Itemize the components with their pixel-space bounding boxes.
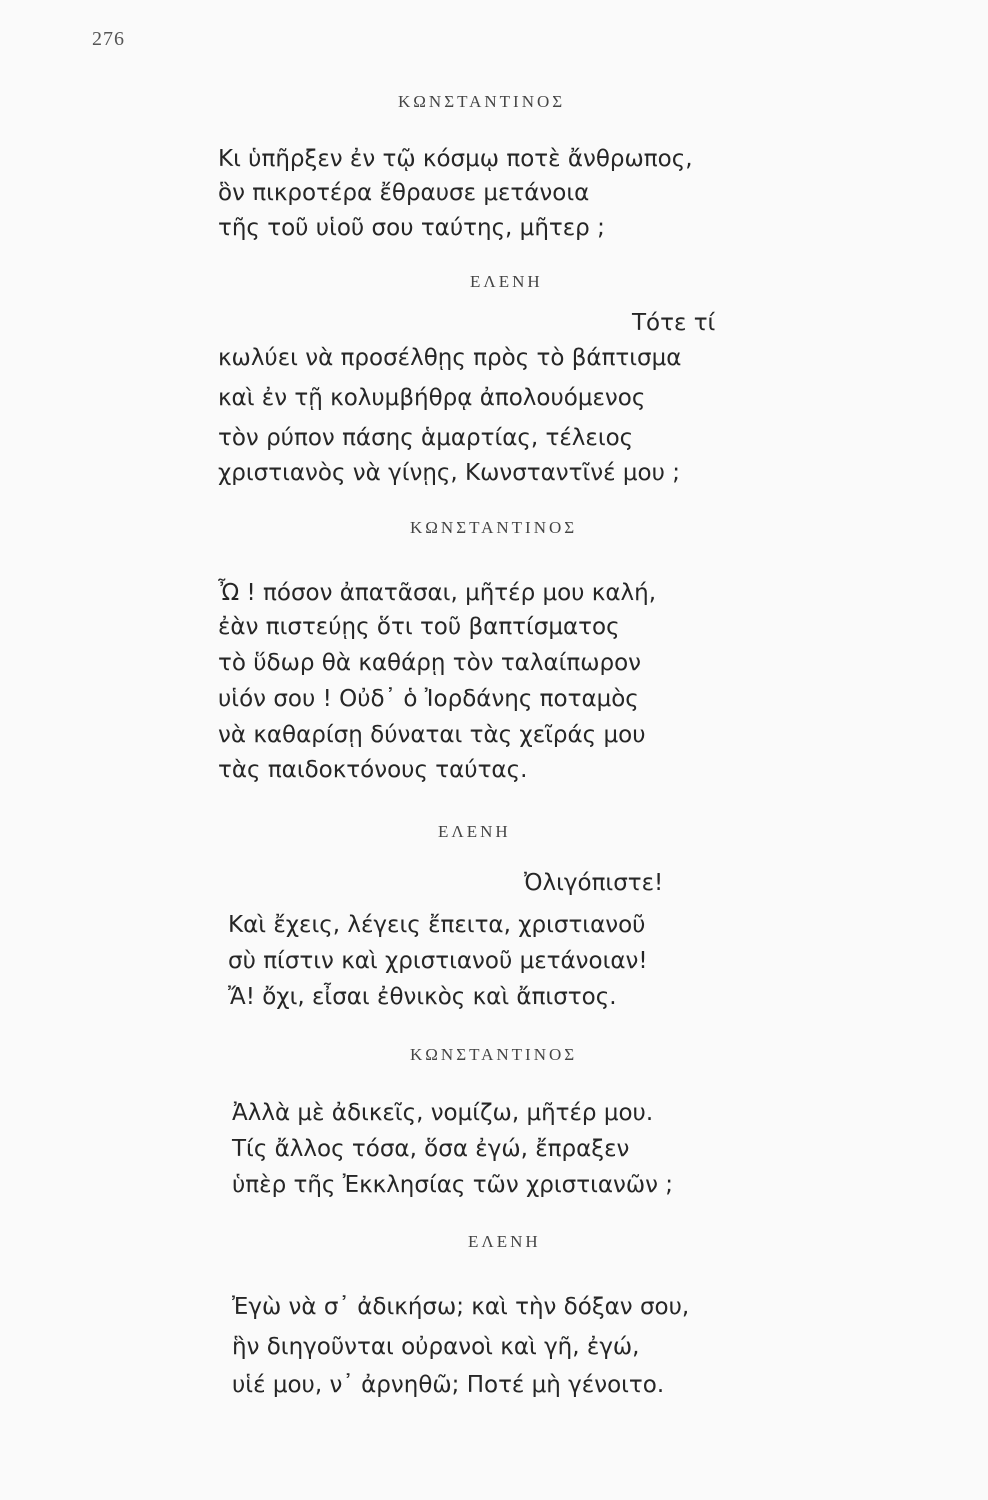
verse-line: καὶ ἐν τῇ κολυμβήθρᾳ ἀπολουόμενος: [218, 385, 646, 411]
speaker-name: ΚΩΝΣΤΑΝΤΙΝΟΣ: [410, 518, 578, 537]
verse-line: Ἐγὼ νὰ σ᾽ ἀδικήσω; καὶ τὴν δόξαν σου,: [232, 1294, 690, 1320]
verse-line: ὑπὲρ τῆς Ἐκκλησίας τῶν χριστιανῶν ;: [232, 1172, 674, 1198]
page-number: 276: [92, 28, 125, 50]
verse-line: Ἄ! ὄχι, εἶσαι ἐθνικὸς καὶ ἄπιστος.: [228, 984, 617, 1010]
verse-line: Κι ὑπῆρξεν ἐν τῷ κόσμῳ ποτὲ ἄνθρωπος,: [218, 146, 693, 172]
verse-line: Ὦ ! πόσον ἀπατᾶσαι, μῆτέρ μου καλή,: [218, 580, 657, 606]
verse-line: χριστιανὸς νὰ γίνῃς, Κωνσταντῖνέ μου ;: [218, 460, 680, 486]
verse-line: Ὀλιγόπιστε!: [524, 870, 664, 896]
verse-line: σὺ πίστιν καὶ χριστιανοῦ μετάνοιαν!: [228, 948, 648, 974]
verse-line: τὰς παιδοκτόνους ταύτας.: [218, 757, 528, 783]
speaker-name: ΚΩΝΣΤΑΝΤΙΝΟΣ: [398, 92, 566, 111]
verse-line: Τότε τί: [632, 310, 716, 336]
speaker-name: ΕΛΕΝΗ: [468, 1232, 541, 1251]
speaker-name: ΚΩΝΣΤΑΝΤΙΝΟΣ: [410, 1045, 578, 1064]
verse-line: τὸ ὕδωρ θὰ καθάρῃ τὸν ταλαίπωρον: [218, 650, 642, 676]
verse-line: Ἀλλὰ μὲ ἀδικεῖς, νομίζω, μῆτέρ μου.: [232, 1100, 654, 1126]
verse-line: υἱέ μου, ν᾽ ἀρνηθῶ; Ποτέ μὴ γένοιτο.: [232, 1372, 665, 1398]
verse-line: τῆς τοῦ υἱοῦ σου ταύτης, μῆτερ ;: [218, 215, 605, 241]
verse-line: ἣν διηγοῦνται οὐρανοὶ καὶ γῆ, ἐγώ,: [232, 1334, 640, 1360]
verse-line: ἐὰν πιστεύῃς ὅτι τοῦ βαπτίσματος: [218, 614, 620, 640]
verse-line: τὸν ρύπον πάσης ἁμαρτίας, τέλειος: [218, 425, 634, 451]
verse-line: νὰ καθαρίσῃ δύναται τὰς χεῖράς μου: [218, 722, 646, 748]
verse-line: ὃν πικροτέρα ἔθραυσε μετάνοια: [218, 180, 590, 206]
speaker-name: ΕΛΕΝΗ: [470, 272, 543, 291]
verse-line: υἱόν σου ! Οὐδ᾽ ὁ Ἰορδάνης ποταμὸς: [218, 686, 639, 712]
speaker-name: ΕΛΕΝΗ: [438, 822, 511, 841]
verse-line: κωλύει νὰ προσέλθῃς πρὸς τὸ βάπτισμα: [218, 345, 682, 371]
verse-line: Καὶ ἔχεις, λέγεις ἔπειτα, χριστιανοῦ: [228, 912, 646, 938]
verse-line: Τίς ἄλλος τόσα, ὅσα ἐγώ, ἔπραξεν: [232, 1136, 630, 1162]
